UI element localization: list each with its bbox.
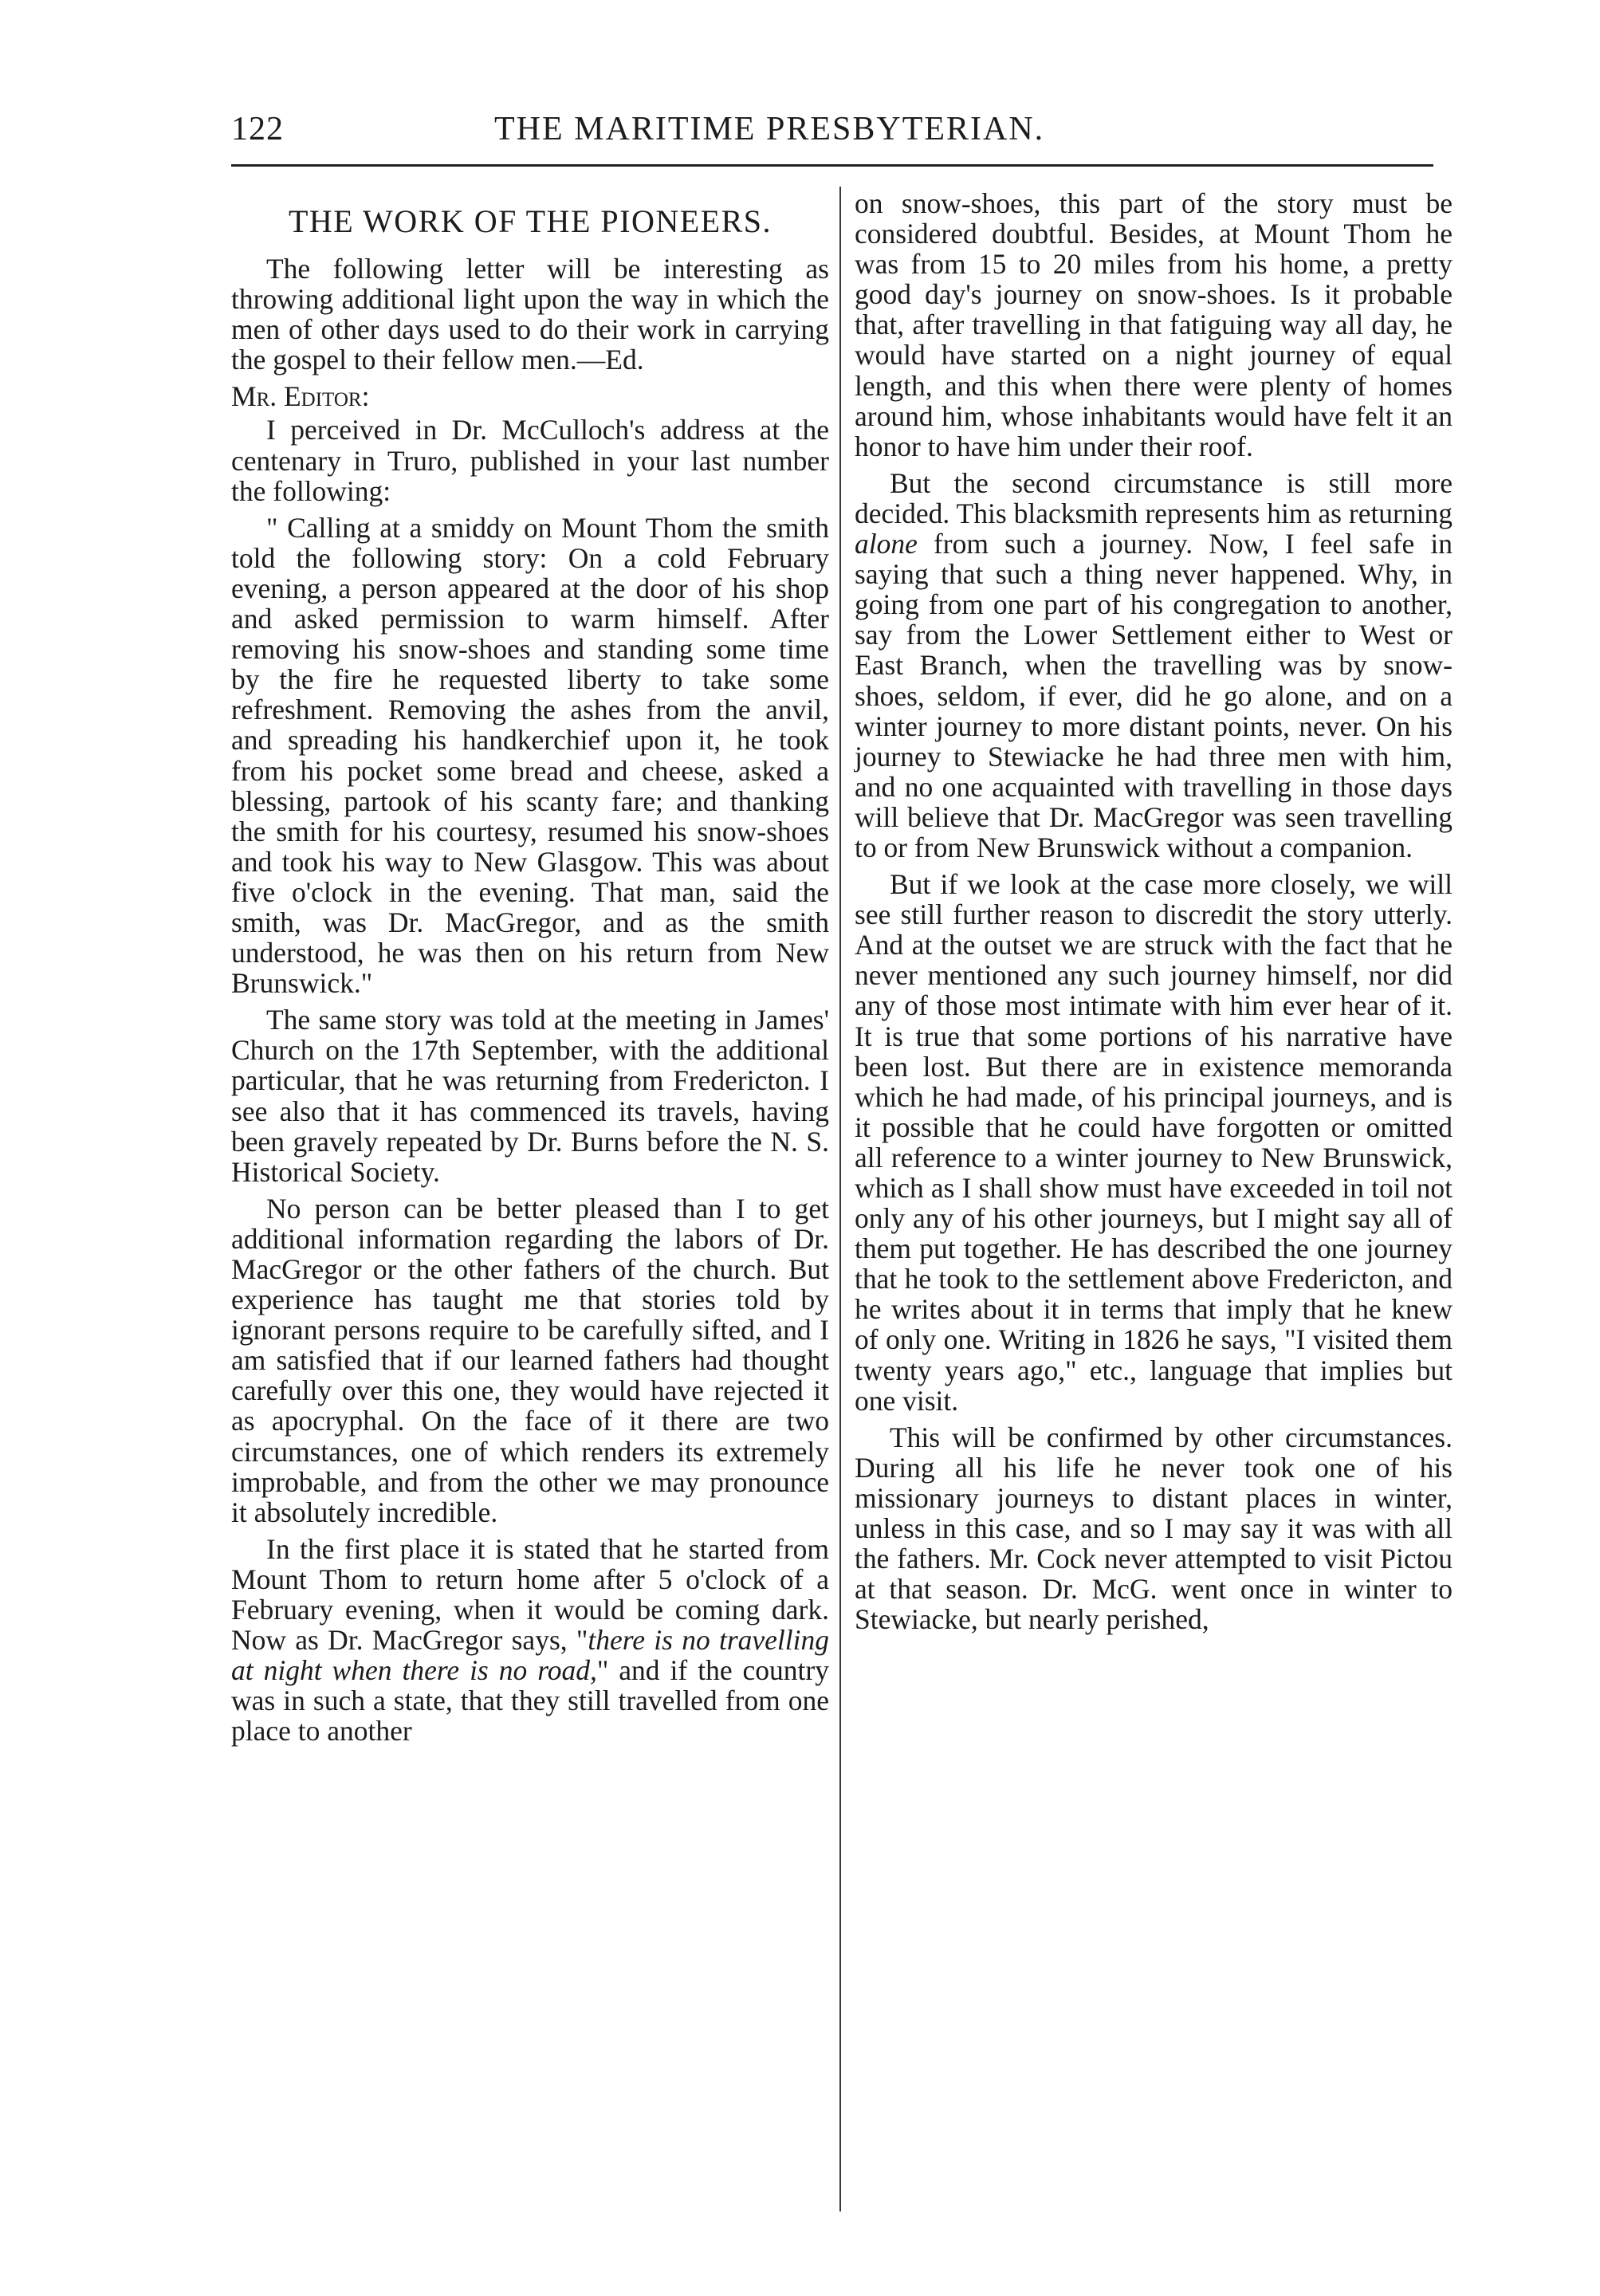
paragraph: But if we look at the case more closely, we will see still further reason to discredit the story utterly. And at the outset we are struck with the fact that he never mentioned any such journey himself, nor did any of those most intimate with him ever hear of it. It is true that some portions of his narrative have been lost. But there are in existence memoranda which he had made, of his principal journeys, and is it possible that he could have forgotten or omitted all reference to a winter journey to New Brunswick, which as I shall show must have exceeded in toil not only any of his other journeys, but I might say all of them put together. He has described the one journey that he took to the settlement above Fredericton, and he writes about it in terms that imply that he knew of only one. Writing in 1826 he says, "I visited them twenty years ago," etc., language that implies but one visit. — [855, 868, 1453, 1417]
paragraph — [855, 468, 1453, 863]
emphasized-word: alone — [855, 528, 918, 560]
article-title: THE WORK OF THE PIONEERS. — [288, 203, 772, 239]
text-run: But the second circumstance is still more decided. This blacksmith represents him as returning — [855, 466, 1453, 529]
salutation: Mr. Editor: — [231, 380, 370, 413]
right-column — [855, 188, 1453, 1641]
paragraph: This will be confirmed by other circumstances. During all his life he never took one of his missionary journeys to distant places in winter, unless in this case, and so I may say it was with all the fathers. Mr. Cock never attempted to visit Pictou at that season. Dr. McG. went once in winter to Stewiacke, but nearly perished, — [855, 1421, 1453, 1636]
header-rule — [231, 164, 1433, 167]
text-run: In the first place it is stated that he started from Mount Thom to return home after 5 o'clock of a February evening, when it would be coming dark. Now as Dr. MacGregor says, " — [231, 1532, 829, 1657]
column-divider — [839, 187, 841, 2211]
editor-note: The following letter will be interesting as throwing additional light upon the way in which the men of other days used to do their work in carrying the gospel to their fellow men.—Ed. — [231, 253, 829, 376]
emphasized-quote: there is no travelling at night when there is no road, — [231, 1624, 829, 1687]
page-header — [231, 110, 1427, 166]
quoted-story: " Calling at a smiddy on Mount Thom the smith told the following story: On a cold February evening, a person appeared at the door of his shop and asked permission to warm himself. After removing his snow-shoes and standing some time by the fire he requested liberty to take some refreshment. Removing the ashes from the anvil, and spreading his handkerchief upon it, he took from his pocket some bread and cheese, asked a blessing, partook of his scanty fare; and thanking the smith for his courtesy, resumed his snow-shoes and took his way to New Glasgow. This was about five o'clock in the evening. That man, said the smith, was Dr. MacGregor, and as the smith understood, he was then on his return from New Brunswick." — [231, 511, 829, 1000]
paragraph: No person can be better pleased than I to get additional information regarding the labors of Dr. MacGregor or the other fathers of the church. But experience has taught me that stories told by ignorant persons require to be carefully sifted, and I am satisfied that if our learned fathers had thought carefully over this one, they would have rejected it as apocryphal. On the face of it there are two circumstances, one of which renders its extremely improbable, and from the other we may pronounce it absolutely incredible. — [231, 1192, 829, 1528]
text-run: " and if the country was in such a state, that they still travelled from one place to another — [231, 1654, 829, 1748]
paragraph: I perceived in Dr. McCulloch's address at the centenary in Truro, published in your last number the following: — [231, 414, 829, 507]
text-run: from such a journey. Now, I feel safe in saying that such a thing never happened. Why, in going from one part of his congregation to another, say from the Lower Settlement either to West or East Branch, when the travelling was by snow-shoes, seldom, if ever, did he go alone, and on a winter journey to more distant points, never. On his journey to Stewiacke he had three men with him, and no one acquainted with travelling in those days will believe that Dr. MacGregor was seen travelling to or from New Brunswick without a companion. — [855, 528, 1453, 863]
page-number: 122 — [231, 111, 284, 147]
left-column — [231, 188, 829, 1753]
paragraph — [231, 1534, 829, 1747]
paragraph-continued: on snow-shoes, this part of the story must be considered doubtful. Besides, at Mount Thom he was from 15 to 20 miles from his home, a pretty good day's journey on snow-shoes. Is it probable that, after travelling in that fatiguing way all day, he would have started on a night journey of equal length, and this when there were plenty of homes around him, whose inhabitants would have felt it an honor to have him under their roof. — [855, 187, 1453, 462]
journal-title: THE MARITIME PRESBYTERIAN. — [494, 111, 1045, 147]
paragraph: The same story was told at the meeting in James' Church on the 17th September, with the additional particular, that he was returning from Fredericton. I see also that it has commenced its travels, having been gravely repeated by Dr. Burns before the N. S. Historical Society. — [231, 1004, 829, 1188]
